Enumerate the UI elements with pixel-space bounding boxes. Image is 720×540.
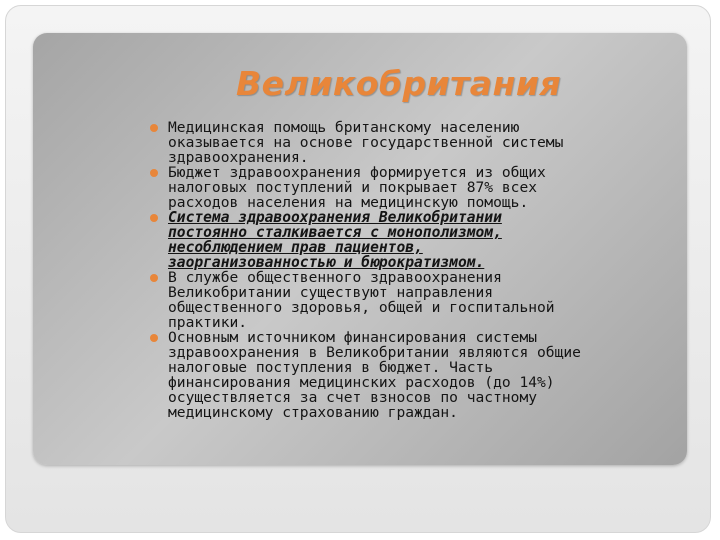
bullet-item bbox=[150, 270, 670, 330]
bullet-item bbox=[150, 165, 670, 210]
bullet-line: заорганизованностью и бюрократизмом. bbox=[168, 254, 485, 271]
bullet-line: Система здравоохранения Великобритании bbox=[168, 209, 502, 226]
bullet-line: Медицинская помощь британскому населению bbox=[168, 119, 520, 136]
bullet-line: здравоохранения в Великобритании являются общие bbox=[168, 344, 581, 361]
bullet-dot-icon bbox=[150, 169, 158, 177]
bullet-item bbox=[150, 330, 670, 420]
bullet-line: оказывается на основе государственной системы bbox=[168, 134, 564, 151]
bullet-line: финансирования медицинских расходов (до 14%) bbox=[168, 374, 555, 391]
bullet-line: осуществляется за счет взносов по частному bbox=[168, 389, 538, 406]
bullet-list bbox=[150, 120, 670, 420]
slide-title: Великобритания bbox=[236, 64, 562, 103]
bullet-dot-icon bbox=[150, 274, 158, 282]
bullet-line: Бюджет здравоохранения формируется из общих bbox=[168, 164, 546, 181]
bullet-line: практики. bbox=[168, 314, 248, 331]
bullet-line: медицинскому страхованию граждан. bbox=[168, 404, 458, 421]
bullet-line: налоговые поступления в бюджет. Часть bbox=[168, 359, 494, 376]
bullet-line: здравоохранения. bbox=[168, 149, 309, 166]
bullet-line: Основным источником финансирования системы bbox=[168, 329, 538, 346]
bullet-line: Великобритании существуют направления bbox=[168, 284, 494, 301]
bullet-line: расходов населения на медицинскую помощь. bbox=[168, 194, 529, 211]
bullet-line: несоблюдением прав пациентов, bbox=[168, 239, 423, 256]
bullet-line: общественного здоровья, общей и госпитальной bbox=[168, 299, 555, 316]
bullet-item bbox=[150, 120, 670, 165]
bullet-line: постоянно сталкивается с монополизмом, bbox=[168, 224, 502, 241]
bullet-dot-icon bbox=[150, 214, 158, 222]
bullet-dot-icon bbox=[150, 334, 158, 342]
bullet-line: В службе общественного здравоохранения bbox=[168, 269, 502, 286]
bullet-item-emphasized bbox=[150, 210, 670, 270]
bullet-line: налоговых поступлений и покрывает 87% всех bbox=[168, 179, 538, 196]
bullet-dot-icon bbox=[150, 124, 158, 132]
